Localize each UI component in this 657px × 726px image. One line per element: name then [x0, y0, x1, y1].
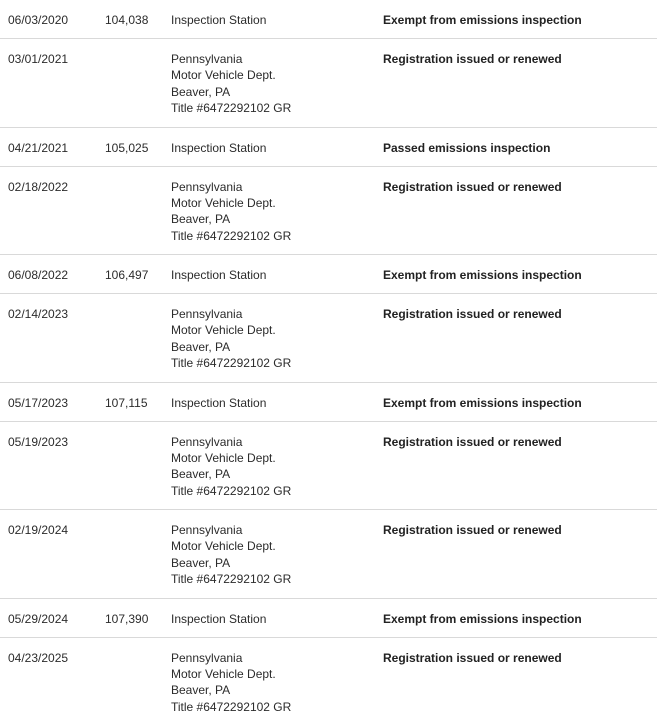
record-date: 05/29/2024 — [8, 611, 68, 627]
record-detail: Exempt from emissions inspection — [383, 611, 582, 627]
record-source-line: Motor Vehicle Dept. — [171, 666, 291, 682]
record-source-line: Inspection Station — [171, 395, 266, 411]
record-source-line: Beaver, PA — [171, 466, 291, 482]
record-detail: Passed emissions inspection — [383, 140, 550, 156]
record-date: 02/18/2022 — [8, 179, 68, 195]
record-source — [171, 395, 266, 411]
record-source-line: Pennsylvania — [171, 179, 291, 195]
history-record-row — [0, 638, 657, 726]
history-record-row — [0, 294, 657, 383]
record-source-line: Pennsylvania — [171, 51, 291, 67]
history-record-row — [0, 39, 657, 128]
record-source-line: Beaver, PA — [171, 84, 291, 100]
record-source-line: Pennsylvania — [171, 434, 291, 450]
record-source — [171, 522, 291, 588]
record-date: 02/19/2024 — [8, 522, 68, 538]
history-record-row — [0, 422, 657, 511]
record-source-line: Inspection Station — [171, 267, 266, 283]
record-date: 03/01/2021 — [8, 51, 68, 67]
record-date: 04/21/2021 — [8, 140, 68, 156]
record-source — [171, 267, 266, 283]
record-detail: Exempt from emissions inspection — [383, 395, 582, 411]
record-source-line: Motor Vehicle Dept. — [171, 195, 291, 211]
record-source — [171, 179, 291, 245]
record-date: 02/14/2023 — [8, 306, 68, 322]
record-detail: Registration issued or renewed — [383, 306, 562, 322]
record-source-line: Motor Vehicle Dept. — [171, 67, 291, 83]
record-date: 04/23/2025 — [8, 650, 68, 666]
record-source-line: Motor Vehicle Dept. — [171, 322, 291, 338]
record-mileage: 105,025 — [105, 140, 148, 156]
record-source-line: Title #6472292102 GR — [171, 100, 291, 116]
record-source-line: Pennsylvania — [171, 522, 291, 538]
record-source — [171, 12, 266, 28]
record-detail: Registration issued or renewed — [383, 51, 562, 67]
record-source-line: Pennsylvania — [171, 306, 291, 322]
record-source — [171, 611, 266, 627]
record-source-line: Title #6472292102 GR — [171, 571, 291, 587]
record-mileage: 107,115 — [105, 395, 148, 411]
record-source — [171, 434, 291, 500]
record-detail: Registration issued or renewed — [383, 434, 562, 450]
record-source-line: Motor Vehicle Dept. — [171, 538, 291, 554]
record-source — [171, 51, 291, 117]
history-record-row — [0, 255, 657, 294]
record-source-line: Beaver, PA — [171, 211, 291, 227]
record-mileage: 104,038 — [105, 12, 148, 28]
record-detail: Exempt from emissions inspection — [383, 267, 582, 283]
record-source-line: Beaver, PA — [171, 682, 291, 698]
record-mileage: 107,390 — [105, 611, 148, 627]
history-record-row — [0, 510, 657, 599]
record-source — [171, 650, 291, 716]
record-source-line: Title #6472292102 GR — [171, 228, 291, 244]
record-source-line: Title #6472292102 GR — [171, 699, 291, 715]
record-source-line: Inspection Station — [171, 140, 266, 156]
history-record-row — [0, 128, 657, 167]
record-detail: Registration issued or renewed — [383, 522, 562, 538]
history-record-row — [0, 0, 657, 39]
record-detail: Exempt from emissions inspection — [383, 12, 582, 28]
history-record-row — [0, 383, 657, 422]
record-detail: Registration issued or renewed — [383, 650, 562, 666]
record-source-line: Pennsylvania — [171, 650, 291, 666]
record-source-line: Motor Vehicle Dept. — [171, 450, 291, 466]
record-source-line: Title #6472292102 GR — [171, 355, 291, 371]
record-source-line: Title #6472292102 GR — [171, 483, 291, 499]
record-source-line: Inspection Station — [171, 12, 266, 28]
record-detail: Registration issued or renewed — [383, 179, 562, 195]
record-source — [171, 140, 266, 156]
record-date: 05/19/2023 — [8, 434, 68, 450]
record-source-line: Inspection Station — [171, 611, 266, 627]
record-date: 05/17/2023 — [8, 395, 68, 411]
history-record-row — [0, 599, 657, 638]
history-record-row — [0, 167, 657, 256]
record-date: 06/08/2022 — [8, 267, 68, 283]
record-source — [171, 306, 291, 372]
record-source-line: Beaver, PA — [171, 339, 291, 355]
record-date: 06/03/2020 — [8, 12, 68, 28]
record-mileage: 106,497 — [105, 267, 148, 283]
record-source-line: Beaver, PA — [171, 555, 291, 571]
